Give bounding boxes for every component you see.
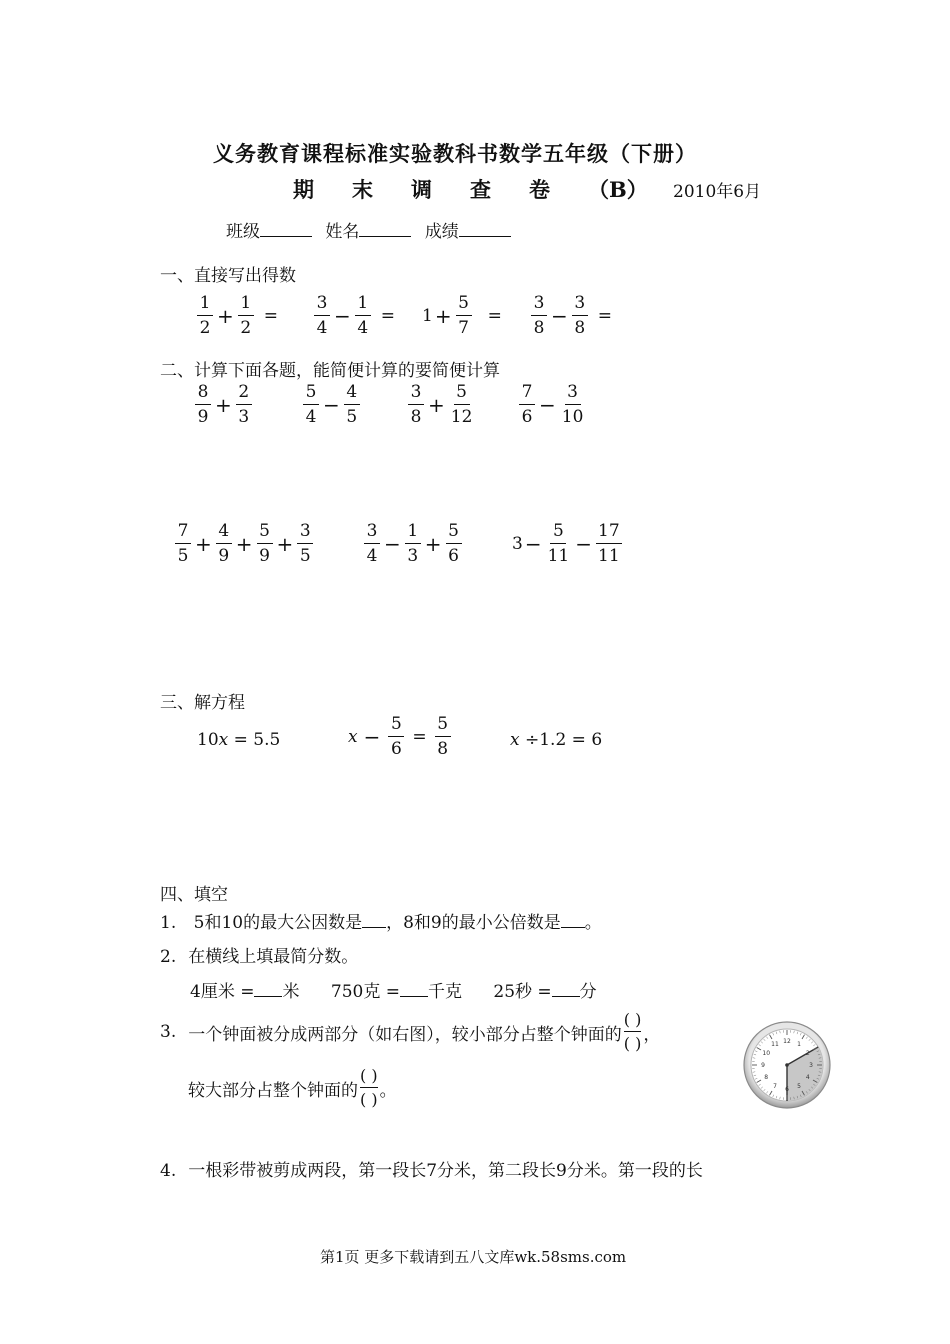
clock-number: 2 (805, 1050, 810, 1057)
problem-1-3: 1 + $\frac{5}{7}$ = (422, 293, 502, 338)
fraction: $\frac{3}{5}$ (297, 523, 313, 565)
problem-2-5: $\frac{7}{5}$ + $\frac{4}{9}$ + $\frac{5}{9}$ + $\frac{3}{5}$ (173, 523, 315, 565)
fraction: $\frac{5}{6}$ (446, 523, 462, 565)
exam-date: 2010年6月 (673, 182, 762, 202)
subtitle-char: 调 (411, 177, 432, 202)
clock-number: 8 (764, 1074, 769, 1081)
answer-fraction[interactable]: $\frac{( )}{( )}$ (623, 1010, 642, 1053)
equation-1: 10x = 5.5 (197, 730, 281, 750)
question-4: 4. 一根彩带被剪成两段，第一段长7分米，第二段长9分米。第一段的长 (160, 1161, 703, 1181)
fraction: $\frac{7}{6}$ (519, 384, 535, 426)
fraction: $\frac{5}{11}$ (547, 521, 570, 566)
fraction: $\frac{4}{5}$ (344, 384, 360, 426)
question-3-line1: 3. 一个钟面被分成两部分（如右图），较小部分占整个钟面的 $\frac{( )}{( )}$ ， (160, 1010, 661, 1053)
score-blank[interactable] (459, 218, 511, 237)
fraction: $\frac{3}{10}$ (561, 382, 584, 427)
clock-number: 3 (809, 1062, 813, 1069)
problem-2-4: $\frac{7}{6}$ − $\frac{3}{10}$ (517, 384, 587, 426)
fraction: $\frac{5}{6}$ (388, 716, 404, 758)
subtitle-suffix: （B） (588, 177, 648, 202)
page-subtitle (293, 174, 648, 204)
class-blank[interactable] (260, 218, 312, 237)
fraction: $\frac{1}{4}$ (355, 295, 371, 337)
fraction: $\frac{5}{7}$ (456, 295, 472, 337)
problem-2-7: 3 − $\frac{5}{11}$ − $\frac{17}{11}$ (512, 521, 620, 566)
answer-blank[interactable] (400, 978, 428, 997)
fraction: $\frac{17}{11}$ (598, 521, 620, 566)
fraction: $\frac{3}{4}$ (314, 295, 330, 337)
clock-number: 10 (762, 1050, 771, 1057)
score-label: 成绩 (424, 222, 459, 242)
problem-2-6: $\frac{3}{4}$ − $\frac{1}{3}$ + $\frac{5}{6}$ (362, 523, 464, 565)
answer-blank[interactable] (561, 909, 585, 928)
student-info-row (226, 217, 511, 242)
page-title: 义务教育课程标准实验教科书数学五年级（下册） (213, 141, 697, 166)
clock-number: 1 (797, 1041, 801, 1049)
fraction: $\frac{3}{4}$ (364, 523, 380, 565)
clock-number: 11 (771, 1041, 779, 1049)
clock-number: 4 (805, 1074, 810, 1081)
problem-2-2: $\frac{5}{4}$ − $\frac{4}{5}$ (301, 384, 362, 426)
class-label: 班级 (226, 222, 260, 242)
answer-blank[interactable] (254, 978, 282, 997)
fraction: $\frac{3}{8}$ (572, 295, 588, 337)
answer-fraction[interactable]: $\frac{( )}{( )}$ (360, 1066, 378, 1109)
subtitle-char: 卷 (529, 177, 550, 202)
section-heading: 四、填空 (160, 885, 228, 905)
clock-number: 7 (773, 1082, 777, 1090)
section-heading: 三、解方程 (160, 693, 245, 713)
page-footer: 第1页 更多下载请到五八文库wk.58sms.com (320, 1248, 627, 1266)
fraction: $\frac{7}{5}$ (175, 523, 191, 565)
problem-2-1: $\frac{8}{9}$ + $\frac{2}{3}$ (193, 384, 254, 426)
fraction: $\frac{5}{9}$ (257, 523, 273, 565)
subtitle-char: 查 (470, 177, 491, 202)
equation-2: x − $\frac{5}{6}$ = $\frac{5}{8}$ (348, 716, 453, 758)
answer-blank[interactable] (552, 978, 580, 997)
answer-blank[interactable] (362, 909, 386, 928)
clock-icon (742, 1020, 832, 1110)
clock-number: 12 (783, 1038, 791, 1045)
clock-number: 5 (797, 1082, 801, 1090)
subtitle-char: 末 (352, 177, 373, 202)
name-blank[interactable] (359, 218, 411, 237)
name-label: 姓名 (325, 222, 360, 242)
equation-3: x ÷1.2 = 6 (510, 730, 603, 750)
question-2: 2. 在横线上填最简分数。 (160, 947, 359, 967)
section-heading: 二、计算下面各题，能简便计算的要简便计算 (160, 361, 500, 381)
fraction: $\frac{4}{9}$ (216, 523, 232, 565)
fraction: $\frac{3}{8}$ (531, 295, 547, 337)
question-3-line2: 较大部分占整个钟面的 $\frac{( )}{( )}$ 。 (188, 1066, 397, 1109)
problem-2-3: $\frac{3}{8}$ + $\frac{5}{12}$ (406, 384, 476, 426)
fraction: $\frac{1}{3}$ (405, 523, 421, 565)
problem-1-2: $\frac{3}{4}$ − $\frac{1}{4}$ = (312, 295, 395, 337)
question-1: 1. 5和10的最大公因数是 ，8和9的最小公倍数是 。 (160, 908, 602, 933)
fraction: $\frac{1}{2}$ (238, 295, 254, 337)
clock-number: 6 (785, 1086, 789, 1093)
fraction: $\frac{8}{9}$ (195, 384, 211, 426)
fraction: $\frac{5}{8}$ (435, 716, 451, 758)
fraction: $\frac{1}{2}$ (197, 295, 213, 337)
fraction: $\frac{5}{4}$ (303, 384, 319, 426)
fraction: $\frac{2}{3}$ (236, 384, 252, 426)
question-2-items: 4厘米 = 米 750克 = 千克 25秒 = 分 (190, 977, 597, 1002)
clock-number: 9 (761, 1062, 765, 1069)
problem-1-1: $\frac{1}{2}$ + $\frac{1}{2}$ = (195, 295, 278, 337)
fraction: $\frac{5}{12}$ (450, 382, 473, 427)
subtitle-char: 期 (293, 177, 314, 202)
fraction: $\frac{3}{8}$ (408, 384, 424, 426)
section-heading: 一、直接写出得数 (160, 266, 296, 286)
problem-1-4: $\frac{3}{8}$ − $\frac{3}{8}$ = (529, 295, 612, 337)
clock-center (785, 1063, 789, 1067)
